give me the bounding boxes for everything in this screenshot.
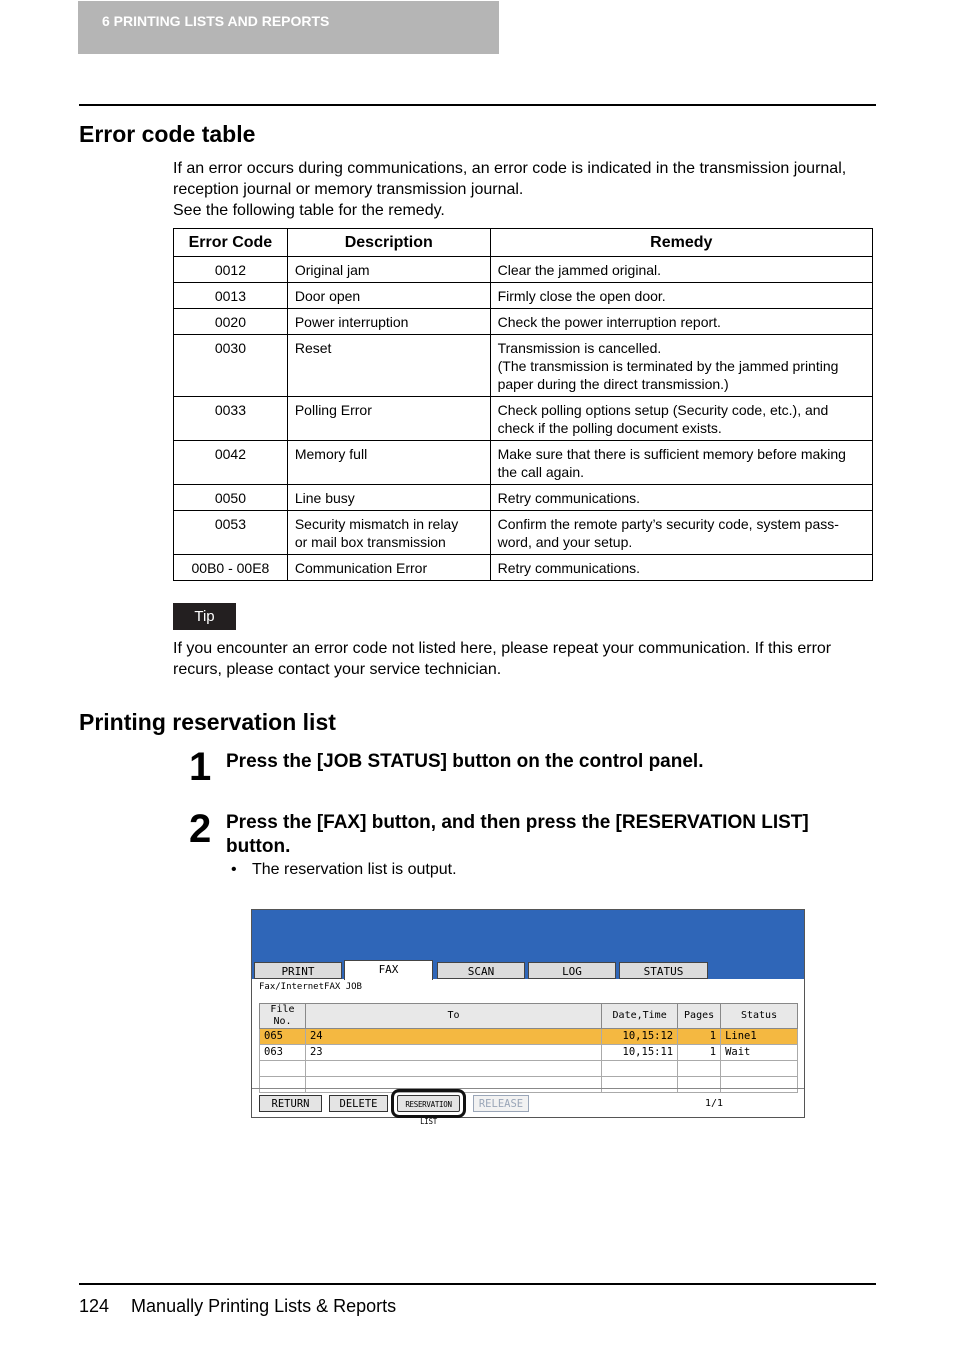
page-footer — [79, 1296, 396, 1317]
error-code-cell: 0050 — [174, 485, 288, 511]
remedy-cell — [490, 441, 872, 485]
col-pages: Pages — [678, 1004, 721, 1029]
remedy-cell — [490, 511, 872, 555]
top-rule — [79, 104, 876, 106]
description-cell: Polling Error — [287, 397, 490, 441]
page-count: 1/1 — [705, 1098, 724, 1109]
delete-button[interactable]: DELETE — [329, 1095, 388, 1112]
bottom-rule — [79, 1283, 876, 1285]
description-cell: Door open — [287, 283, 490, 309]
section-title-error-code: Error code table — [79, 121, 256, 147]
error-code-cell: 0033 — [174, 397, 288, 441]
remedy-line: the call again. — [497, 464, 585, 480]
job-date-time: 10,15:12 — [602, 1029, 678, 1045]
remedy-cell: Firmly close the open door. — [490, 283, 872, 309]
table-row — [174, 511, 873, 555]
remedy-line: Make sure that there is sufficient memory before making — [497, 446, 846, 462]
job-to: 23 — [305, 1045, 601, 1061]
job-status-screen — [251, 909, 805, 1126]
chapter-header — [78, 1, 499, 54]
job-status: Line1 — [721, 1029, 798, 1045]
error-code-cell: 0030 — [174, 335, 288, 397]
table-row — [174, 441, 873, 485]
page-number: 124 — [79, 1296, 110, 1316]
return-button[interactable]: RETURN — [259, 1095, 322, 1112]
bullet-text: The reservation list is output. — [252, 861, 457, 878]
reservation-list-button[interactable]: RESERVATION LIST — [397, 1095, 460, 1112]
description-cell: Memory full — [287, 441, 490, 485]
step-number-2: 2 — [189, 807, 212, 851]
remedy-line: paper during the direct transmission.) — [497, 376, 729, 392]
remedy-cell: Check the power interruption report. — [490, 309, 872, 335]
description-cell: Reset — [287, 335, 490, 397]
error-code-cell: 0013 — [174, 283, 288, 309]
header-error-code: Error Code — [174, 229, 288, 257]
screen-button-row — [252, 1088, 804, 1126]
tip-line-1: If you encounter an error code not listed here, please repeat your communication. If this error — [173, 640, 832, 657]
bullet-dot: • — [231, 861, 237, 878]
release-button[interactable]: RELEASE — [473, 1095, 529, 1112]
job-list-label: Fax/InternetFAX JOB — [259, 982, 362, 992]
error-code-table — [173, 228, 873, 581]
error-code-cell: 0012 — [174, 257, 288, 283]
step-2-line-1: Press the [FAX] button, and then press the [RESERVATION LIST] — [226, 812, 809, 833]
col-file-no: File No. — [260, 1004, 306, 1029]
screen-tabs — [252, 960, 804, 979]
job-pages: 1 — [678, 1045, 721, 1061]
tab-log[interactable]: LOG — [528, 962, 616, 979]
step-1-text: Press the [JOB STATUS] button on the control panel. — [226, 751, 704, 772]
step-2-text — [226, 811, 866, 859]
remedy-line: check if the polling document exists. — [497, 420, 722, 436]
job-file-no: 063 — [260, 1045, 306, 1061]
description-line: Security mismatch in relay — [294, 516, 459, 532]
error-code-cell: 0042 — [174, 441, 288, 485]
description-cell: Line busy — [287, 485, 490, 511]
tab-print[interactable]: PRINT — [254, 962, 342, 979]
job-file-no: 065 — [260, 1029, 306, 1045]
tab-scan[interactable]: SCAN — [437, 962, 525, 979]
table-row — [174, 485, 873, 511]
table-row — [174, 309, 873, 335]
job-row[interactable] — [260, 1029, 798, 1045]
error-code-cell: 00B0 - 00E8 — [174, 555, 288, 581]
section-title-reservation-list: Printing reservation list — [79, 709, 336, 735]
table-row — [174, 335, 873, 397]
table-header-row — [174, 229, 873, 257]
job-list-table — [259, 1003, 798, 1093]
bullet-item — [231, 861, 457, 879]
job-list-header — [260, 1004, 798, 1029]
step-number-1: 1 — [189, 745, 212, 789]
description-cell — [287, 511, 490, 555]
remedy-cell: Retry communications. — [490, 555, 872, 581]
col-to: To — [305, 1004, 601, 1029]
tip-label: Tip — [173, 603, 236, 630]
description-cell: Power interruption — [287, 309, 490, 335]
tab-fax[interactable]: FAX — [344, 960, 433, 980]
remedy-cell: Retry communications. — [490, 485, 872, 511]
description-line: or mail box transmission — [294, 534, 446, 550]
remedy-cell — [490, 335, 872, 397]
intro-line-2: reception journal or memory transmission journal. — [173, 181, 524, 198]
header-remedy: Remedy — [490, 229, 872, 257]
tab-status[interactable]: STATUS — [619, 962, 708, 979]
table-row — [174, 555, 873, 581]
col-date-time: Date,Time — [602, 1004, 678, 1029]
header-description: Description — [287, 229, 490, 257]
remedy-cell — [490, 397, 872, 441]
job-row-empty — [260, 1061, 798, 1077]
intro-line-1: If an error occurs during communications, an error code is indicated in the transmission journal, — [173, 160, 847, 177]
error-code-cell: 0020 — [174, 309, 288, 335]
remedy-line: Transmission is cancelled. — [497, 340, 662, 356]
step-2-line-2: button. — [226, 836, 291, 857]
remedy-line: word, and your setup. — [497, 534, 633, 550]
remedy-line: Check polling options setup (Security code, etc.), and — [497, 402, 829, 418]
tip-line-2: recurs, please contact your service technician. — [173, 661, 502, 678]
job-status: Wait — [721, 1045, 798, 1061]
description-cell: Original jam — [287, 257, 490, 283]
table-row — [174, 397, 873, 441]
job-pages: 1 — [678, 1029, 721, 1045]
table-row — [174, 257, 873, 283]
intro-line-3: See the following table for the remedy. — [173, 202, 445, 219]
remedy-line: (The transmission is terminated by the jammed printing — [497, 358, 839, 374]
description-cell: Communication Error — [287, 555, 490, 581]
table-row — [174, 283, 873, 309]
job-to: 24 — [305, 1029, 601, 1045]
error-code-cell: 0053 — [174, 511, 288, 555]
job-row[interactable] — [260, 1045, 798, 1061]
remedy-line: Confirm the remote party’s security code, system pass- — [497, 516, 839, 532]
remedy-cell: Clear the jammed original. — [490, 257, 872, 283]
footer-title: Manually Printing Lists & Reports — [131, 1296, 397, 1316]
job-date-time: 10,15:11 — [602, 1045, 678, 1061]
chapter-title: 6 PRINTING LISTS AND REPORTS — [102, 13, 330, 29]
col-status: Status — [721, 1004, 798, 1029]
